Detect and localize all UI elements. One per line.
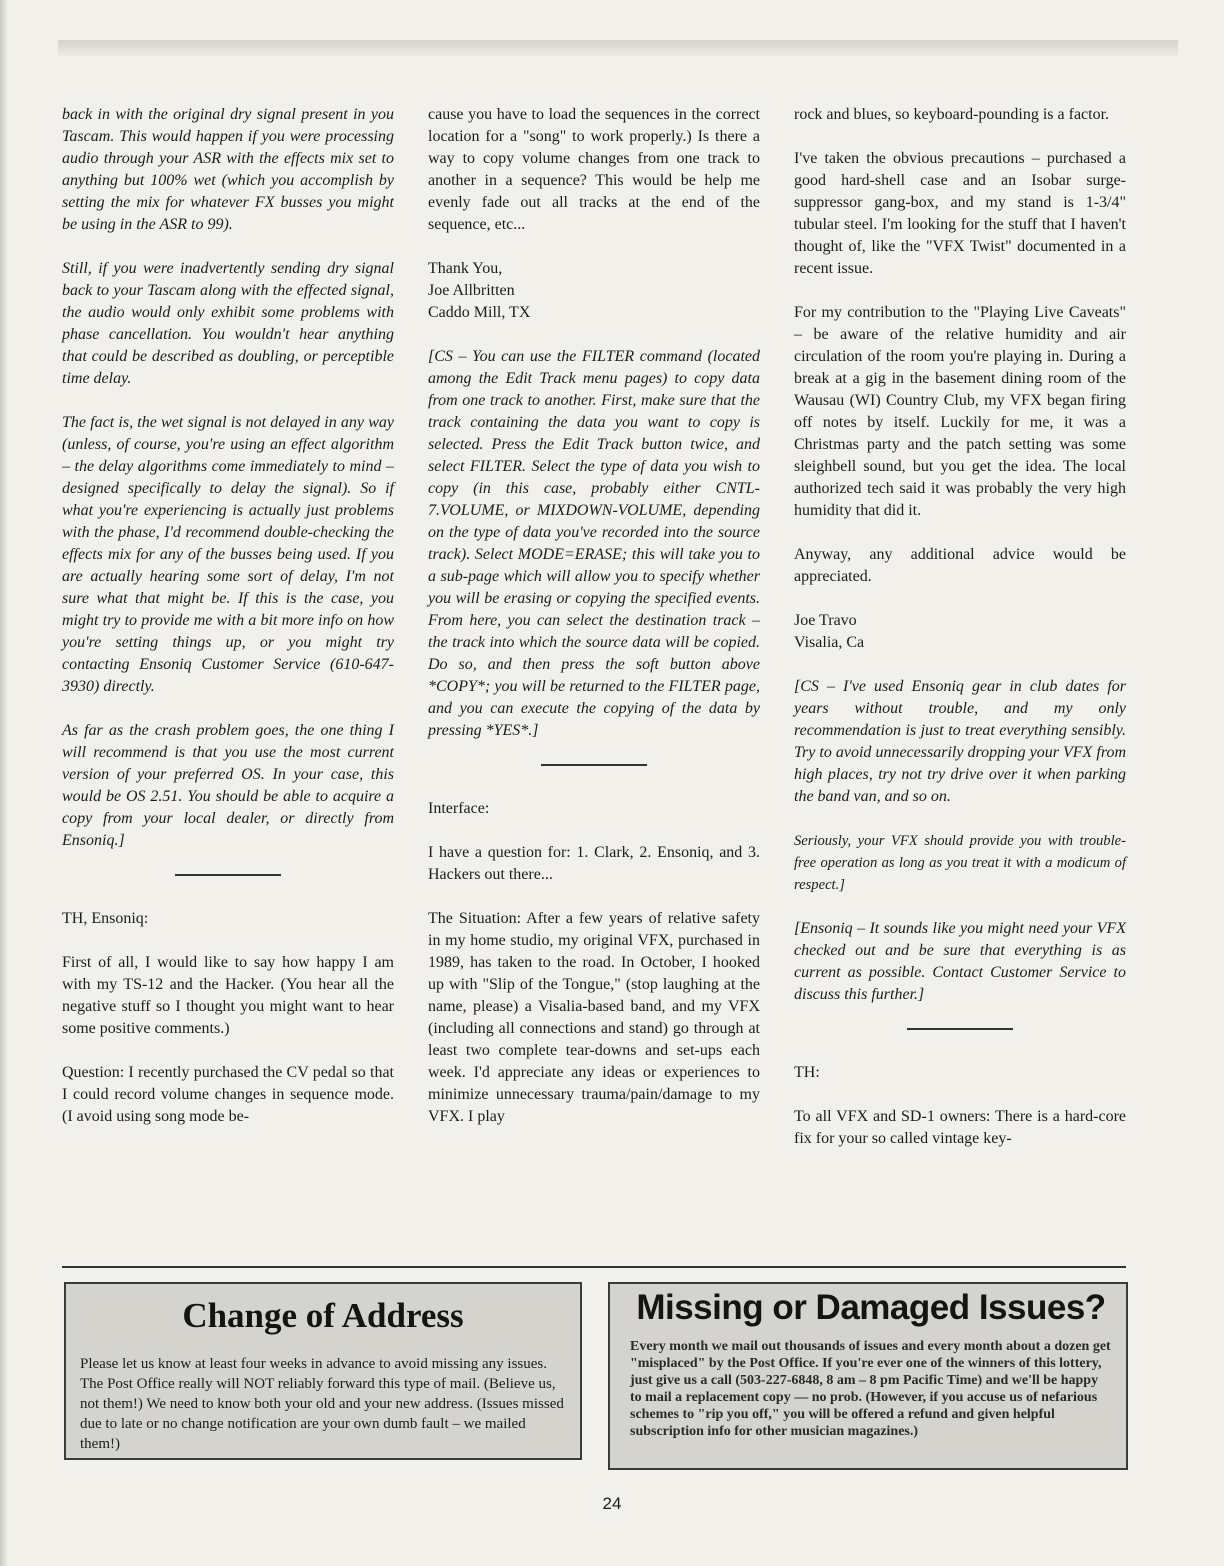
- paragraph: [Ensoniq – It sounds like you might need your VFX checked out and be sure that everything is as current as possible. Contact Customer Service to discuss this further.]: [794, 920, 1126, 1003]
- column-1: [62, 104, 394, 1150]
- paragraph: The fact is, the wet signal is not delayed in any way (unless, of course, you're using an effect algorithm – the delay algorithms come immediately to mind – designed specifically to delay the signal). So if what you're experiencing is actually just problems with the phase, I'd recommend double-checking the effects mix for any of the busses being used. If you are actually hearing some sort of delay, I'm not sure what that might be. If this is the case, you might try to provide me with a bit more info on how you're setting things up, or you might try contacting Ensoniq Customer Service (610-647-3930) directly.: [62, 414, 394, 695]
- letter-salutation: Interface:: [428, 800, 490, 817]
- missing-issues-box: [608, 1282, 1128, 1470]
- page-number: 24: [602, 1494, 622, 1513]
- change-of-address-body: Please let us know at least four weeks in advance to avoid missing any issues. The Post Office really will NOT reliably forward this type of mail. (Believe us, not them!) We need to know both your old and your new address. (Issues missed due to late or no change notification are your own dumb fault – we mailed them!): [80, 1356, 564, 1452]
- paragraph: rock and blues, so keyboard-pounding is a factor.: [794, 106, 1110, 123]
- missing-issues-title: Missing or Damaged Issues?: [636, 1288, 1106, 1327]
- change-of-address-title: Change of Address: [182, 1296, 464, 1335]
- top-shade: [58, 40, 1178, 56]
- paragraph: [CS – I've used Ensoniq gear in club dates for years without trouble, and my only recommendation is just to treat everything sensibly. Try to avoid unnecessarily dropping your VFX from high places, try not try drive over it when parking the band van, and so on.: [794, 678, 1126, 805]
- paragraph: Seriously, your VFX should provide you with trouble-free operation as long as you treat it with a modicum of respect.]: [794, 833, 1126, 893]
- paragraph: First of all, I would like to say how happy I am with my TS-12 and the Hacker. (You hear all the negative stuff so I thought you might want to hear some positive comments.): [62, 954, 394, 1037]
- separator: [175, 874, 281, 876]
- paragraph: To all VFX and SD-1 owners: There is a hard-core fix for your so called vintage key-: [794, 1108, 1126, 1147]
- page-edge-shadow: [0, 0, 8, 1566]
- letter-salutation: TH:: [794, 1064, 820, 1081]
- signature-line: Thank You,: [428, 260, 503, 277]
- paragraph: For my contribution to the "Playing Live Caveats" – be aware of the relative humidity and air circulation of the room you're playing in. During a break at a gig in the basement dining room of the Wausau (WI) Country Club, my VFX began firing off notes by itself. Luckily for me, it was a Christmas party and the patch setting was some sleighbell sound, but you get the idea. The local authorized tech said it was probably the very high humidity that did it.: [794, 304, 1126, 519]
- signature-location: Visalia, Ca: [794, 634, 865, 651]
- bottom-rule: [62, 1266, 1126, 1268]
- column-3: [794, 104, 1126, 1172]
- signature-location: Caddo Mill, TX: [428, 304, 531, 321]
- paragraph: I have a question for: 1. Clark, 2. Ensoniq, and 3. Hackers out there...: [428, 844, 760, 883]
- paragraph: I've taken the obvious precautions – purchased a good hard-shell case and an Isobar surge-suppressor gang-box, and my stand is 1-3/4" tubular steel. I'm looking for the stuff that I haven't thought of, like the "VFX Twist" documented in a recent issue.: [794, 150, 1126, 277]
- letter-salutation: TH, Ensoniq:: [62, 910, 149, 927]
- paragraph: cause you have to load the sequences in the correct location for a "song" to work properly.) Is there a way to copy volume changes from one track to another in a sequence? This would be help me evenly fade out all tracks at the end of the sequence, etc...: [428, 106, 760, 233]
- separator: [541, 764, 647, 766]
- paragraph: Question: I recently purchased the CV pedal so that I could record volume changes in sequence mode. (I avoid using song mode be-: [62, 1064, 394, 1125]
- change-of-address-box: [64, 1282, 582, 1460]
- missing-issues-body: Every month we mail out thousands of issues and every month about a dozen get "misplaced" by the Post Office. If you're ever one of the winners of this lottery, just give us a call (503-227-6848, 8 am – 8 pm Pacific Time) and we'll be happy to mail a replacement copy — no prob. (However, if you accuse us of nefarious schemes to "rip you off," you will be offered a refund and given helpful subscription info for other musician magazines.): [630, 1339, 1111, 1439]
- signature-name: Joe Travo: [794, 612, 857, 629]
- paragraph: Still, if you were inadvertently sending dry signal back to your Tascam along with the effected signal, the audio would only exhibit some problems with phase cancellation. You wouldn't hear anything that could be described as doubling, or perceptible time delay.: [62, 260, 394, 387]
- paragraph: As far as the crash problem goes, the one thing I will recommend is that you use the most current version of your preferred OS. In your case, this would be OS 2.51. You should be able to acquire a copy from your local dealer, or directly from Ensoniq.]: [62, 722, 394, 849]
- paragraph: The Situation: After a few years of relative safety in my home studio, my original VFX, purchased in 1989, has taken to the road. In October, I hooked up with "Slip of the Tongue," (stop laughing at the name, please) a Visalia-based band, and my VFX (including all connections and stand) go through at least two complete tear-downs and set-ups each week. I'd appreciate any ideas or experiences to minimize unnecessary trauma/pain/damage to my VFX. I play: [428, 910, 760, 1125]
- separator: [907, 1028, 1013, 1030]
- column-2: [428, 104, 760, 1150]
- signature-name: Joe Allbritten: [428, 282, 515, 299]
- paragraph: Anyway, any additional advice would be appreciated.: [794, 546, 1126, 585]
- paragraph: [CS – You can use the FILTER command (located among the Edit Track menu pages) to copy data from one track to another. First, make sure that the track containing the data you want to copy is selected. Press the Edit Track button twice, and select FILTER. Select the type of data you wish to copy (in this case, probably either CNTL-7.VOLUME, or MIXDOWN-VOLUME, depending on the type of data you've recorded into the source track). Select MODE=ERASE; this will take you to a sub-page which will allow you to specify whether you will be erasing or copying the specified events. From here, you can select the destination track – the track into which the source data will be copied. Do so, and then press the soft button above *COPY*; you will be returned to the FILTER page, and you can execute the copying of the data by pressing *YES*.]: [428, 348, 760, 739]
- paragraph: back in with the original dry signal present in you Tascam. This would happen if you were processing audio through your ASR with the effects mix set to anything but 100% wet (which you accomplish by setting the mix for whatever FX busses you might be using in the ASR to 99).: [62, 106, 394, 233]
